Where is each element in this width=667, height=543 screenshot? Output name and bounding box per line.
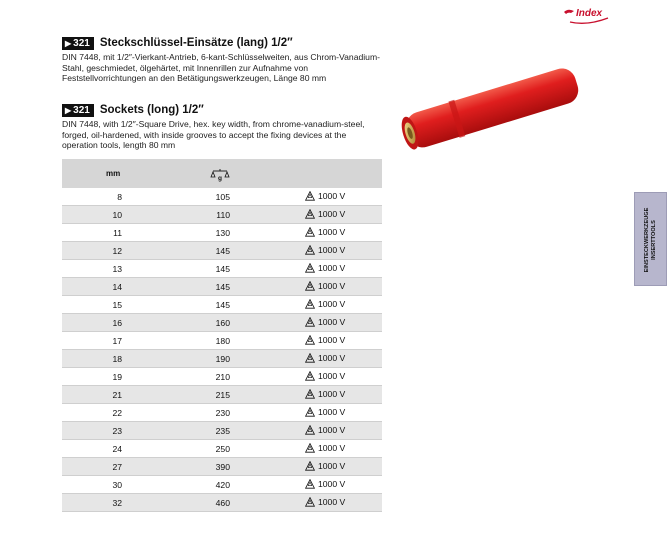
cell-voltage xyxy=(305,317,345,327)
cell-weight: 215 xyxy=(215,390,230,400)
voltage-value: 1000 V xyxy=(318,209,346,219)
side-register-tab[interactable] xyxy=(634,192,667,286)
cell-weight: 130 xyxy=(215,228,230,238)
section-description: DIN 7448, with 1/2″-Square Drive, hex. key width, from chrome-vanadium-steel, forged, oil-hardened, with inside grooves to accept the fixing devices at the operation tools, length 80 mm xyxy=(62,119,365,151)
item-number: 321 xyxy=(73,104,90,116)
svg-text:g: g xyxy=(218,175,222,182)
cell-weight: 460 xyxy=(215,498,230,508)
insulation-triangle-icon xyxy=(305,299,315,309)
cell-voltage xyxy=(305,389,345,399)
cell-voltage xyxy=(305,227,345,237)
table-row xyxy=(62,278,382,296)
cell-mm: 23 xyxy=(112,426,122,436)
table-row xyxy=(62,260,382,278)
section-description: DIN 7448, mit 1/2″-Vierkant-Antrieb, 6-kant-Schlüsselweiten, aus Chrom-Vanadium-Stahl, geschmiedet, ölgehärtet, mit Innenrillen zur Aufnahme von Feststellvorrichtungen an den Betätigungswerkzeugen, Länge 80 mm xyxy=(62,52,380,84)
cell-voltage xyxy=(305,209,345,219)
cell-mm: 22 xyxy=(112,408,122,418)
insulation-triangle-icon xyxy=(305,209,315,219)
section-english xyxy=(62,103,382,151)
table-row xyxy=(62,314,382,332)
cell-mm: 10 xyxy=(112,210,122,220)
product-image-socket xyxy=(392,52,592,162)
brand-logo xyxy=(562,6,612,26)
table-row xyxy=(62,476,382,494)
table-row xyxy=(62,242,382,260)
play-arrow-icon: ▶ xyxy=(65,105,72,115)
cell-weight: 180 xyxy=(215,336,230,346)
insulation-triangle-icon xyxy=(305,407,315,417)
cell-mm: 16 xyxy=(112,318,122,328)
insulation-triangle-icon xyxy=(305,461,315,471)
cell-voltage xyxy=(305,245,345,255)
cell-weight: 420 xyxy=(215,480,230,490)
cell-weight: 210 xyxy=(215,372,230,382)
cell-weight: 105 xyxy=(215,192,230,202)
cell-weight: 145 xyxy=(215,282,230,292)
cell-mm: 19 xyxy=(112,372,122,382)
voltage-value: 1000 V xyxy=(318,425,346,435)
cell-mm: 24 xyxy=(112,444,122,454)
voltage-value: 1000 V xyxy=(318,299,346,309)
cell-weight: 190 xyxy=(215,354,230,364)
section-german xyxy=(62,36,382,84)
insulation-triangle-icon xyxy=(305,443,315,453)
play-arrow-icon: ▶ xyxy=(65,38,72,48)
table-row xyxy=(62,494,382,512)
cell-weight: 390 xyxy=(215,462,230,472)
side-tab-line-de: EINSTECKWERKZEUGE xyxy=(644,207,650,273)
cell-weight: 145 xyxy=(215,246,230,256)
voltage-value: 1000 V xyxy=(318,461,346,471)
cell-voltage xyxy=(305,353,345,363)
side-tab-label xyxy=(644,195,658,285)
table-row xyxy=(62,386,382,404)
product-table xyxy=(62,159,382,512)
cell-voltage xyxy=(305,191,345,201)
cell-mm: 18 xyxy=(112,354,122,364)
cell-mm: 15 xyxy=(112,300,122,310)
table-row xyxy=(62,188,382,206)
insulation-triangle-icon xyxy=(305,245,315,255)
cell-voltage xyxy=(305,461,345,471)
insulation-triangle-icon xyxy=(305,497,315,507)
table-body xyxy=(62,188,382,512)
cell-voltage xyxy=(305,281,345,291)
cell-voltage xyxy=(305,425,345,435)
cell-weight: 235 xyxy=(215,426,230,436)
voltage-value: 1000 V xyxy=(318,317,346,327)
cell-voltage xyxy=(305,479,345,489)
cell-mm: 21 xyxy=(112,390,122,400)
insulation-triangle-icon xyxy=(305,281,315,291)
voltage-value: 1000 V xyxy=(318,263,346,273)
item-number-badge xyxy=(62,37,94,50)
voltage-value: 1000 V xyxy=(318,227,346,237)
section-title: Sockets (long) 1/2″ xyxy=(99,104,204,116)
cell-mm: 14 xyxy=(112,282,122,292)
table-row xyxy=(62,458,382,476)
table-row xyxy=(62,350,382,368)
table-header xyxy=(62,159,382,188)
insulation-triangle-icon xyxy=(305,371,315,381)
table-row xyxy=(62,224,382,242)
voltage-value: 1000 V xyxy=(318,191,346,201)
item-number: 321 xyxy=(73,37,90,49)
voltage-value: 1000 V xyxy=(318,371,346,381)
insulation-triangle-icon xyxy=(305,335,315,345)
cell-mm: 13 xyxy=(112,264,122,274)
table-row xyxy=(62,368,382,386)
cell-mm: 32 xyxy=(112,498,122,508)
voltage-value: 1000 V xyxy=(318,497,346,507)
cell-voltage xyxy=(305,443,345,453)
table-row xyxy=(62,332,382,350)
cell-voltage xyxy=(305,371,345,381)
voltage-value: 1000 V xyxy=(318,335,346,345)
cell-mm: 30 xyxy=(112,480,122,490)
section-heading xyxy=(62,103,382,117)
insulation-triangle-icon xyxy=(305,263,315,273)
column-header-mm: mm xyxy=(106,169,121,178)
voltage-value: 1000 V xyxy=(318,281,346,291)
table-row xyxy=(62,206,382,224)
side-tab-line-en: INSERTTOOLS xyxy=(651,220,657,260)
table-row xyxy=(62,422,382,440)
insulation-triangle-icon xyxy=(305,227,315,237)
item-number-badge xyxy=(62,104,94,117)
cell-weight: 145 xyxy=(215,300,230,310)
cell-voltage xyxy=(305,497,345,507)
cell-weight: 250 xyxy=(215,444,230,454)
insulation-triangle-icon xyxy=(305,389,315,399)
cell-mm: 12 xyxy=(112,246,122,256)
section-title: Steckschlüssel-Einsätze (lang) 1/2″ xyxy=(99,37,293,49)
insulation-triangle-icon xyxy=(305,317,315,327)
insulation-triangle-icon xyxy=(305,353,315,363)
cell-mm: 17 xyxy=(112,336,122,346)
voltage-value: 1000 V xyxy=(318,245,346,255)
cell-voltage xyxy=(305,299,345,309)
section-heading xyxy=(62,36,382,50)
cell-voltage xyxy=(305,407,345,417)
voltage-value: 1000 V xyxy=(318,353,346,363)
cell-weight: 160 xyxy=(215,318,230,328)
cell-weight: 145 xyxy=(215,264,230,274)
voltage-value: 1000 V xyxy=(318,479,346,489)
insulation-triangle-icon xyxy=(305,479,315,489)
cell-mm: 27 xyxy=(112,462,122,472)
brand-name: Index xyxy=(576,8,603,19)
table-row xyxy=(62,440,382,458)
insulation-triangle-icon xyxy=(305,191,315,201)
cell-weight: 110 xyxy=(216,210,230,220)
cell-mm: 11 xyxy=(113,228,122,238)
cell-mm: 8 xyxy=(117,192,122,202)
insulation-triangle-icon xyxy=(305,425,315,435)
voltage-value: 1000 V xyxy=(318,407,346,417)
cell-voltage xyxy=(305,335,345,345)
scale-g-icon xyxy=(210,168,230,182)
cell-voltage xyxy=(305,263,345,273)
cell-weight: 230 xyxy=(215,408,230,418)
voltage-value: 1000 V xyxy=(318,443,346,453)
voltage-value: 1000 V xyxy=(318,389,346,399)
table-row xyxy=(62,296,382,314)
table-row xyxy=(62,404,382,422)
